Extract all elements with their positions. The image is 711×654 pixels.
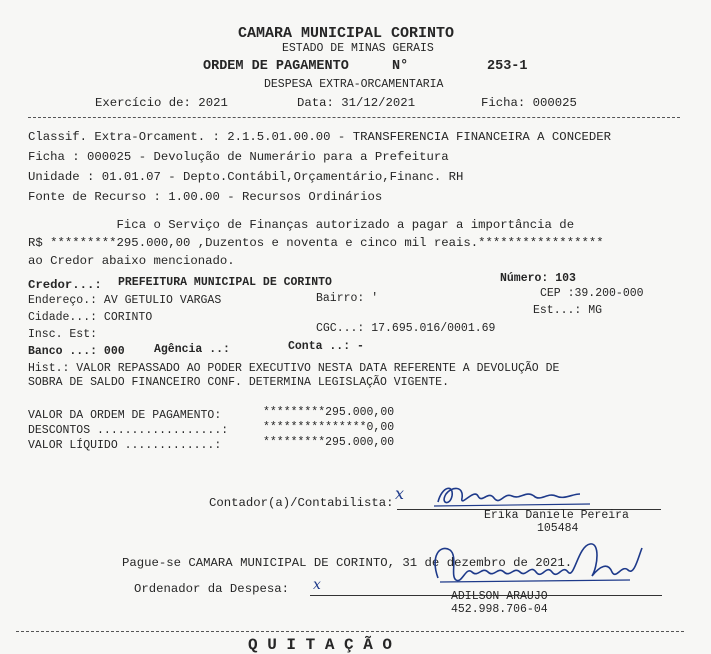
ordenador-name: ADILSON ARAUJO	[451, 590, 548, 603]
historico-line: SOBRA DE SALDO FINANCEIRO CONF. DETERMINA LEGISLAÇÃO VIGENTE.	[28, 376, 449, 389]
doc-number: 253-1	[487, 59, 528, 74]
numero: Número: 103	[500, 272, 576, 285]
valor-liquido-value: *********295.000,00	[263, 436, 395, 449]
cep: CEP :39.200-000	[540, 287, 644, 300]
doc-number-label: N°	[392, 59, 409, 74]
doc-subtitle: DESPESA EXTRA-ORCAMENTARIA	[264, 78, 444, 91]
data: Data: 31/12/2021	[297, 96, 416, 110]
banco: Banco ...: 000	[28, 345, 125, 358]
endereco: Endereço.: AV GETULIO VARGAS	[28, 294, 222, 307]
ficha: Ficha: 000025	[481, 96, 577, 110]
historico-line: Hist.: VALOR REPASSADO AO PODER EXECUTIVO NESTA DATA REFERENTE A DEVOLUÇÃO DE	[28, 362, 560, 375]
credor-label: Credor...:	[28, 278, 102, 292]
valor-ordem-value: *********295.000,00	[263, 406, 395, 419]
valor-liquido-label: VALOR LÍQUIDO .............:	[28, 439, 222, 452]
exercicio: Exercício de: 2021	[95, 96, 228, 110]
descontos-value: ***************0,00	[263, 421, 395, 434]
authorization-line: R$ *********295.000,00 ,Duzentos e noventa e cinco mil reais.*****************	[28, 236, 604, 250]
insc-est: Insc. Est:	[28, 328, 98, 341]
divider	[16, 631, 684, 632]
doc-title: ORDEM DE PAGAMENTO	[203, 59, 349, 74]
quitacao-title: Q U I T A Ç Ã O	[248, 636, 393, 654]
credor-value: PREFEITURA MUNICIPAL DE CORINTO	[118, 276, 332, 289]
agencia: Agência ..:	[154, 343, 230, 356]
classif-line: Classif. Extra-Orcament. : 2.1.5.01.00.00 - TRANSFERENCIA FINANCEIRA A CONCEDER	[28, 130, 611, 144]
contador-label: Contador(a)/Contabilista:	[209, 496, 394, 510]
contador-id: 105484	[537, 522, 579, 535]
ordenador-signature	[420, 536, 665, 592]
authorization-line: ao Credor abaixo mencionado.	[28, 254, 235, 268]
divider	[28, 117, 680, 118]
fonte-line: Fonte de Recurso : 1.00.00 - Recursos Ordinários	[28, 190, 383, 204]
ordenador-mark: x	[313, 577, 321, 593]
authorization-line: Fica o Serviço de Finanças autorizado a pagar a importância de	[28, 218, 575, 232]
pague-se-statement: Pague-se CAMARA MUNICIPAL DE CORINTO, 31 de dezembro de 2021.	[122, 556, 573, 570]
ordenador-id: 452.998.706-04	[451, 603, 548, 616]
contador-signature	[430, 480, 600, 512]
descontos-label: DESCONTOS ..................:	[28, 424, 229, 437]
state-name: ESTADO DE MINAS GERAIS	[282, 42, 434, 55]
conta: Conta ..: -	[288, 340, 364, 353]
org-name: CAMARA MUNICIPAL CORINTO	[238, 25, 455, 42]
valor-ordem-label: VALOR DA ORDEM DE PAGAMENTO:	[28, 409, 222, 422]
ficha-line: Ficha : 000025 - Devolução de Numerário para a Prefeitura	[28, 150, 449, 164]
unidade-line: Unidade : 01.01.07 - Depto.Contábil,Orçamentário,Financ. RH	[28, 170, 464, 184]
contador-name: Erika Daniele Pereira	[484, 509, 629, 522]
cidade: Cidade...: CORINTO	[28, 311, 153, 324]
estado: Est...: MG	[533, 304, 603, 317]
ordenador-label: Ordenador da Despesa:	[134, 582, 289, 596]
bairro: Bairro: '	[316, 292, 379, 305]
contador-mark: x	[395, 484, 405, 503]
cgc: CGC...: 17.695.016/0001.69	[316, 322, 496, 335]
